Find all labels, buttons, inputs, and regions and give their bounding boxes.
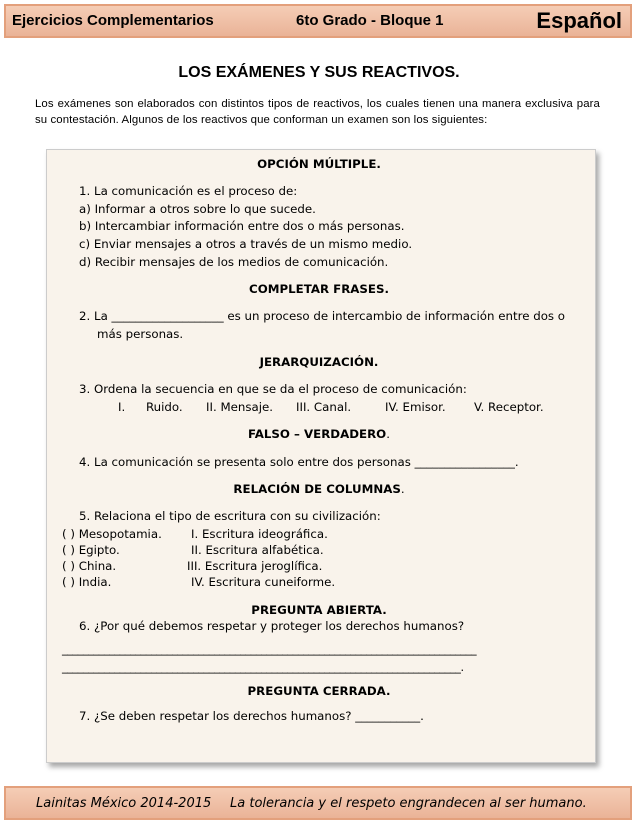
section-heading-complete: COMPLETAR FRASES. <box>249 282 389 296</box>
hierarchy-item-1-number: I. <box>118 400 126 414</box>
page-footer <box>4 786 632 820</box>
section-heading-multiple-choice: OPCIÓN MÚLTIPLE. <box>257 157 381 171</box>
section-heading-open-question: PREGUNTA ABIERTA. <box>251 603 387 617</box>
question-3: 3. Ordena la secuencia en que se da el proceso de comunicación: <box>79 382 467 396</box>
question-6: 6. ¿Por qué debemos respetar y proteger los derechos humanos? <box>79 619 465 633</box>
option-d: d) Recibir mensajes de los medios de comunicación. <box>79 255 389 269</box>
section-heading-true-false <box>0 427 638 441</box>
page-header <box>4 4 632 38</box>
question-5: 5. Relaciona el tipo de escritura con su civilización: <box>79 509 381 523</box>
column-right-item-3: III. Escritura jeroglífica. <box>187 559 323 573</box>
footer-credit: Lainitas México 2014-2015 <box>36 796 212 811</box>
section-heading-hierarchy: JERARQUIZACIÓN. <box>259 355 379 369</box>
header-grade-label: 6to Grado - Bloque 1 <box>296 12 444 29</box>
page-title: LOS EXÁMENES Y SUS REACTIVOS. <box>178 64 460 81</box>
section-heading-columns <box>0 482 638 496</box>
columns-heading-dot: . <box>400 482 405 496</box>
question-4: 4. La comunicación se presenta solo entre dos personas _________________. <box>79 455 519 469</box>
footer-motto: La tolerancia y el respeto engrandecen al ser humano. <box>230 796 587 811</box>
question-1: 1. La comunicación es el proceso de: <box>79 184 298 198</box>
hierarchy-item-1: Ruido. <box>146 400 183 414</box>
option-a: a) Informar a otros sobre lo que sucede. <box>79 202 316 216</box>
answer-line-1: _______________________________________________________________________________ <box>62 643 477 656</box>
question-2-line2: más personas. <box>97 327 184 341</box>
intro-paragraph: Los exámenes son elaborados con distintos tipos de reactivos, los cuales tienen una manera exclusiva para su contestación. Algunos de los reactivos que conforman un examen son los siguientes: <box>35 98 600 126</box>
option-b: b) Intercambiar información entre dos o más personas. <box>79 219 405 233</box>
option-c: c) Enviar mensajes a otros a través de un mismo medio. <box>79 237 413 251</box>
true-false-heading-dot: . <box>386 427 390 441</box>
column-right-item-2: II. Escritura alfabética. <box>191 543 324 557</box>
header-subject-label: Español <box>536 8 622 33</box>
column-right-item-4: IV. Escritura cuneiforme. <box>191 575 336 589</box>
column-left-item-4: ( ) India. <box>62 575 112 589</box>
true-false-heading-text: FALSO – VERDADERO <box>248 427 387 441</box>
column-right-item-1: I. Escritura ideográfica. <box>191 527 328 541</box>
hierarchy-item-4: IV. Emisor. <box>385 400 446 414</box>
column-left-item-3: ( ) China. <box>62 559 117 573</box>
answer-line-2: ____________________________________________________________________________. <box>62 661 464 674</box>
question-7: 7. ¿Se deben respetar los derechos humanos? ___________. <box>79 709 424 723</box>
question-2-line1: 2. La ___________________ es un proceso de intercambio de información entre dos o <box>79 309 566 323</box>
hierarchy-item-2: II. Mensaje. <box>206 400 274 414</box>
hierarchy-item-5: V. Receptor. <box>474 400 544 414</box>
section-heading-closed-question: PREGUNTA CERRADA. <box>247 684 391 698</box>
hierarchy-item-3: III. Canal. <box>296 400 352 414</box>
column-left-item-2: ( ) Egipto. <box>62 543 120 557</box>
columns-heading-text: RELACIÓN DE COLUMNAS <box>233 482 401 496</box>
column-left-item-1: ( ) Mesopotamia. <box>62 527 162 541</box>
header-worksheet-label: Ejercicios Complementarios <box>12 12 214 29</box>
